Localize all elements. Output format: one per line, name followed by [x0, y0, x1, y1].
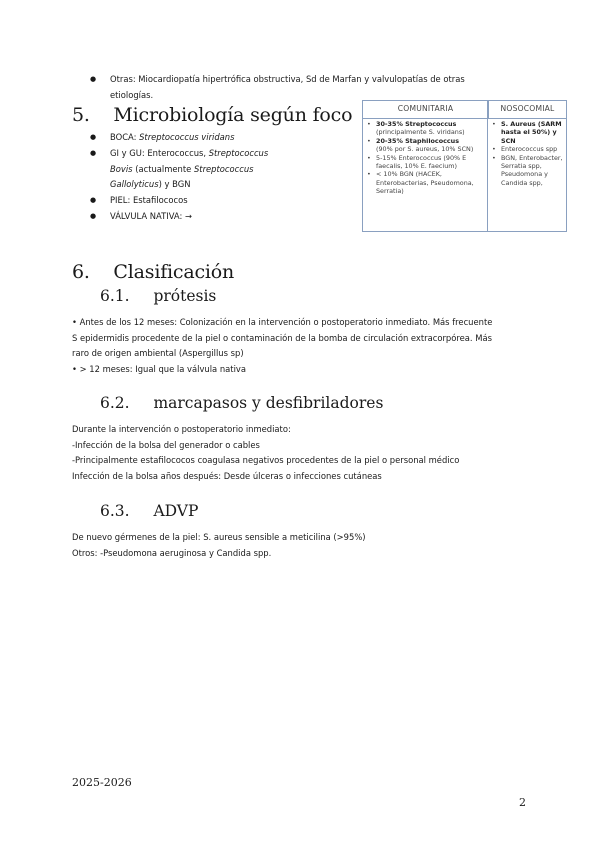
- paragraph-line: • > 12 meses: Igual que la válvula nativa: [72, 363, 246, 374]
- cell-text: < 10% BGN (HACEK, Enterobacterias, Pseudomona, Serratia): [376, 170, 474, 196]
- table-row: • Enterococcus spp: [492, 145, 558, 154]
- cell-bold: 20-35% Staphilococcus: [376, 136, 460, 145]
- subsection-number: 6.1.: [100, 287, 130, 305]
- subsection-title: prótesis: [153, 287, 217, 305]
- boca-label: BOCA:: [110, 132, 140, 142]
- bullet-valvula-nativa: [90, 209, 192, 225]
- cell-text: Enterococcus spp: [501, 145, 558, 154]
- paragraph-line: • Antes de los 12 meses: Colonización en la intervención o postoperatorio inmediato. Más frecuente: [72, 317, 493, 327]
- column-nosocomial: [492, 120, 566, 187]
- subsection-number: 6.3.: [100, 502, 130, 520]
- gi-organism-1: Streptococcus: [208, 148, 269, 158]
- gi-organism-2: Bovis: [110, 163, 133, 174]
- header-nosocomial: NOSOCOMIAL: [500, 104, 555, 114]
- cell-bold: 30-35% Streptococcus: [376, 120, 457, 128]
- cell-text: (90% por S. aureus, 10% SCN): [376, 145, 474, 154]
- section-6-number: 6.: [72, 261, 90, 283]
- bullet-gi-gu: [90, 146, 268, 193]
- table-row: • 30-35% Streptococcus (principalmente S. viridans): [367, 120, 465, 137]
- paragraph-line: -Infección de la bolsa del generador o cables: [72, 439, 260, 450]
- section-5-title: Microbiología según foco: [113, 104, 353, 126]
- paragraph-line: raro de origen ambiental (Aspergillus sp): [72, 348, 244, 358]
- paragraph-line: S epidermidis procedente de la piel o contaminación de la bomba de circulación extracorpórea. Más: [72, 332, 492, 343]
- cell-text: BGN, Enterobacter, Serratia spp, Pseudomona y Candida spp,: [501, 153, 563, 187]
- gi-organism-4: Gallolyticus: [110, 179, 159, 189]
- gi-text: (actualmente: [132, 163, 194, 174]
- boca-organism: Streptococcus viridans: [139, 132, 235, 142]
- gi-organism-3: Streptococcus: [193, 163, 254, 174]
- section-5-heading: [72, 104, 352, 126]
- advp-paragraph: [72, 530, 542, 561]
- footer-year: 2025-2026: [72, 776, 132, 789]
- subsection-6-3-heading: [100, 502, 198, 520]
- paragraph-line: Durante la intervención o postoperatorio inmediato:: [72, 424, 291, 434]
- section-6-heading: [72, 261, 234, 283]
- section-6-title: Clasificación: [113, 261, 235, 283]
- cell-text: 5-15% Enterococcus (90% E faecalis, 10% E. faecium): [376, 153, 467, 171]
- table-divider: [487, 101, 488, 231]
- subsection-title: marcapasos y desfibriladores: [153, 394, 384, 412]
- table-row: • BGN, Enterobacter, Serratia spp, Pseudomona y Candida spp,: [492, 154, 566, 188]
- header-comunitaria: COMUNITARIA: [363, 101, 489, 118]
- cell-text: (principalmente S. viridans): [376, 128, 465, 137]
- paragraph-line: -Principalmente estafilococos coagulasa negativos procedentes de la piel o personal médico: [72, 455, 460, 465]
- bullet-piel: [90, 193, 188, 209]
- gi-label: GI y GU: Enterococcus,: [110, 148, 209, 158]
- paragraph-line: Infección de la bolsa años después: Desde úlceras o infecciones cutáneas: [72, 470, 382, 481]
- paragraph-line: Otros: -Pseudomona aeruginosa y Candida spp.: [72, 547, 272, 558]
- bullet-dot: ●: [90, 149, 97, 157]
- subsection-6-2-heading: [100, 394, 383, 412]
- subsection-6-1-heading: [100, 287, 216, 305]
- cell-bold: S. Aureus (SARM hasta el 50%) y SCN: [501, 120, 562, 145]
- otras-line-2: etiologías.: [110, 89, 154, 100]
- otras-line-1: Otras: Miocardiopatía hipertrófica obstructiva, Sd de Marfan y valvulopatías de otras: [110, 74, 465, 84]
- section-5-number: 5.: [72, 104, 90, 126]
- valvula-text: VÁLVULA NATIVA: →: [110, 211, 192, 221]
- marcapasos-paragraph: [72, 422, 542, 484]
- bullet-boca: [90, 130, 234, 146]
- bullet-dot: ●: [90, 196, 97, 204]
- paragraph-line: De nuevo gérmenes de la piel: S. aureus sensible a meticilina (>95%): [72, 532, 366, 542]
- page-number: 2: [519, 796, 526, 809]
- bullet-dot: ●: [90, 133, 97, 141]
- bullet-dot: ●: [90, 212, 97, 220]
- piel-text: PIEL: Estafilococos: [110, 195, 188, 205]
- bullet-dot: ●: [90, 75, 97, 83]
- table-row: • 20-35% Staphilococcus (90% por S. aureus, 10% SCN): [367, 136, 474, 154]
- bullet-otras: [90, 72, 465, 103]
- table-row: • S. Aureus (SARM hasta el 50%) y SCN: [492, 120, 566, 145]
- gi-text-end: ) y BGN: [158, 179, 191, 189]
- subsection-number: 6.2.: [100, 394, 130, 412]
- column-comunitaria: [367, 120, 483, 196]
- table-row: • < 10% BGN (HACEK, Enterobacterias, Pseudomona, Serratia): [367, 170, 483, 195]
- protesis-paragraph: [72, 315, 542, 377]
- table-header: [363, 101, 566, 119]
- subsection-title: ADVP: [153, 502, 199, 520]
- microbiology-table: [362, 100, 567, 232]
- table-row: • 5-15% Enterococcus (90% E faecalis, 10% E. faecium): [367, 154, 483, 171]
